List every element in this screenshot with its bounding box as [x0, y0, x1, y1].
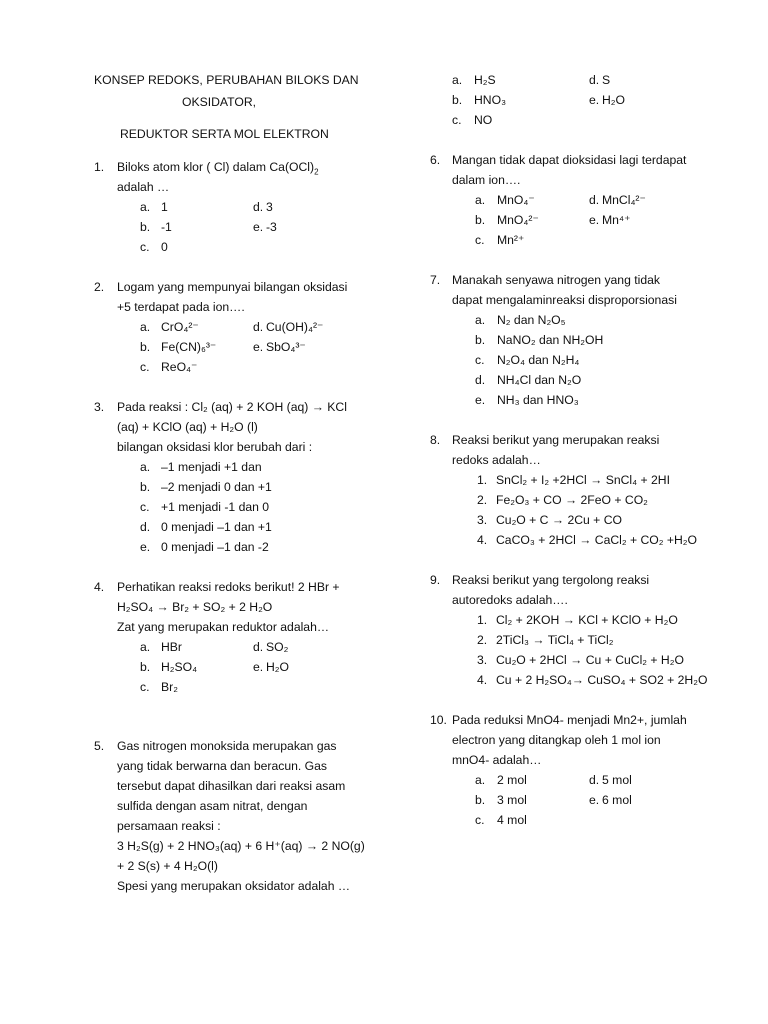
option-key: b.: [140, 480, 151, 494]
option-key: d.: [589, 193, 600, 207]
option-key: 1.: [477, 613, 488, 627]
option-key: b.: [140, 340, 151, 354]
question-9-text: Reaksi berikut yang tergolong reaksi: [452, 573, 650, 587]
option-key: a.: [475, 193, 486, 207]
question-3-text: Pada reaksi : Cl₂ (aq) + 2 KOH (aq) → KCl: [117, 400, 347, 414]
option-value: 3 mol: [497, 793, 527, 807]
option-key: a.: [140, 640, 151, 654]
option-value: +1 menjadi -1 dan 0: [161, 500, 270, 514]
option-value: HNO₃: [474, 93, 507, 107]
option-key: c.: [140, 680, 150, 694]
question-2-text: Logam yang mempunyai bilangan oksidasi: [117, 280, 348, 294]
option-value: CaCO₃ + 2HCl → CaCl₂ + CO₂ +H₂O: [496, 533, 697, 547]
option-value: H₂O: [266, 660, 290, 674]
question-5-line: yang tidak berwarna dan beracun. Gas: [117, 759, 328, 773]
option-value: NO: [474, 113, 493, 127]
option-value: NH₄Cl dan N₂O: [497, 373, 582, 387]
question-4-number: 4.: [94, 580, 105, 594]
option-value: H₂O: [602, 93, 626, 107]
option-value: Mn⁴⁺: [602, 213, 631, 227]
question-6-text: Mangan tidak dapat dioksidasi lagi terdapat: [452, 153, 687, 167]
option-key: b.: [475, 793, 486, 807]
question-9-text-2: autoredoks adalah….: [452, 593, 568, 607]
option-key: 1.: [477, 473, 488, 487]
option-value: Cu(OH)₄²⁻: [266, 320, 324, 334]
option-value: –1 menjadi +1 dan: [161, 460, 262, 474]
option-key: a.: [140, 460, 151, 474]
option-value: H₂S: [474, 73, 496, 87]
question-6-number: 6.: [430, 153, 441, 167]
option-value: HBr: [161, 640, 182, 654]
option-key: 2.: [477, 633, 488, 647]
option-key: c.: [452, 113, 462, 127]
option-value: SnCl₂ + I₂ +2HCl → SnCl₄ + 2HI: [496, 473, 670, 487]
question-8-text-2: redoks adalah…: [452, 453, 541, 467]
option-key: a.: [475, 773, 486, 787]
option-key: c.: [475, 233, 485, 247]
option-value: MnCl₄²⁻: [602, 193, 646, 207]
question-10-text-3: mnO4- adalah…: [452, 753, 542, 767]
option-key: 3.: [477, 513, 488, 527]
option-key: e.: [589, 93, 600, 107]
option-key: a.: [140, 320, 151, 334]
option-key: a.: [140, 200, 151, 214]
question-5-line: 3 H₂S(g) + 2 HNO₃(aq) + 6 H⁺(aq) → 2 NO(g): [117, 839, 365, 853]
option-key: 4.: [477, 673, 488, 687]
question-10-text-2: electron yang ditangkap oleh 1 mol ion: [452, 733, 661, 747]
option-value: ReO₄⁻: [161, 360, 198, 374]
option-value: MnO₄²⁻: [497, 213, 539, 227]
option-value: 2TiCl₃ → TiCl₄ + TiCl₂: [496, 633, 614, 647]
option-key: e.: [475, 393, 486, 407]
option-value: NH₃ dan HNO₃: [497, 393, 579, 407]
option-value: Br₂: [161, 680, 178, 694]
question-5-line: Spesi yang merupakan oksidator adalah …: [117, 879, 351, 893]
option-value: N₂ dan N₂O₅: [497, 313, 566, 327]
option-key: e.: [589, 793, 600, 807]
option-value: Fe(CN)₆³⁻: [161, 340, 217, 354]
question-3-text-3: bilangan oksidasi klor berubah dari :: [117, 440, 313, 454]
option-value: H₂SO₄: [161, 660, 198, 674]
option-key: d.: [589, 73, 600, 87]
option-key: d.: [140, 520, 151, 534]
option-value: MnO₄⁻: [497, 193, 535, 207]
option-value: -3: [266, 220, 277, 234]
option-value: -1: [161, 220, 172, 234]
option-key: b.: [140, 660, 151, 674]
option-key: e.: [253, 660, 264, 674]
option-value: SO₂: [266, 640, 289, 654]
question-9-number: 9.: [430, 573, 441, 587]
option-value: Cl₂ + 2KOH → KCl + KClO + H₂O: [496, 613, 678, 627]
question-6-text-2: dalam ion….: [452, 173, 521, 187]
option-value: NaNO₂ dan NH₂OH: [497, 333, 604, 347]
option-value: Cu₂O + C → 2Cu + CO: [496, 513, 622, 527]
option-value: Mn²⁺: [497, 233, 525, 247]
question-3-number: 3.: [94, 400, 105, 414]
question-2-text-2: +5 terdapat pada ion….: [117, 300, 245, 314]
question-7-number: 7.: [430, 273, 441, 287]
option-key: d.: [253, 200, 264, 214]
option-value: –2 menjadi 0 dan +1: [161, 480, 272, 494]
question-2-number: 2.: [94, 280, 105, 294]
option-value: 5 mol: [602, 773, 632, 787]
option-key: b.: [475, 333, 486, 347]
question-5-line: + 2 S(s) + 4 H₂O(l): [117, 859, 218, 873]
question-5-line: persamaan reaksi :: [117, 819, 221, 833]
option-value: 0: [161, 240, 168, 254]
question-5-line: sulfida dengan asam nitrat, dengan: [117, 799, 308, 813]
option-key: b.: [140, 220, 151, 234]
option-value: S: [602, 73, 611, 87]
option-key: e.: [140, 540, 151, 554]
option-value: SbO₄³⁻: [266, 340, 306, 354]
option-value: 4 mol: [497, 813, 527, 827]
option-key: 3.: [477, 653, 488, 667]
question-5-line: tersebut dapat dihasilkan dari reaksi asam: [117, 779, 346, 793]
option-key: d.: [475, 373, 486, 387]
option-value: 3: [266, 200, 273, 214]
option-key: e.: [589, 213, 600, 227]
title-line-3: REDUKTOR SERTA MOL ELEKTRON: [120, 127, 329, 141]
option-value: Fe₂O₃ + CO → 2FeO + CO₂: [496, 493, 648, 507]
option-key: e.: [253, 220, 264, 234]
option-value: 6 mol: [602, 793, 632, 807]
option-key: a.: [475, 313, 486, 327]
option-key: e.: [253, 340, 264, 354]
option-key: d.: [253, 320, 264, 334]
title-line-1: KONSEP REDOKS, PERUBAHAN BILOKS DAN: [94, 73, 359, 87]
option-key: 4.: [477, 533, 488, 547]
option-key: 2.: [477, 493, 488, 507]
option-value: 1: [161, 200, 168, 214]
title-line-2: OKSIDATOR,: [182, 95, 257, 109]
option-value: 0 menjadi –1 dan +1: [161, 520, 272, 534]
question-1-text: Biloks atom klor ( Cl) dalam $Ca(OCl)_2$: [117, 160, 319, 177]
question-1-number: 1.: [94, 160, 105, 174]
option-value: Cu + 2 H₂SO₄→ CuSO₄ + SO2 + 2H₂O: [496, 673, 708, 687]
option-key: d.: [589, 773, 600, 787]
question-8-text: Reaksi berikut yang merupakan reaksi: [452, 433, 660, 447]
question-7-text-2: dapat mengalaminreaksi disproporsionasi: [452, 293, 677, 307]
option-value: 2 mol: [497, 773, 527, 787]
question-10-number: 10.: [430, 713, 447, 727]
option-value: 0 menjadi –1 dan -2: [161, 540, 269, 554]
question-5-line: Gas nitrogen monoksida merupakan gas: [117, 739, 337, 753]
question-4-text: Perhatikan reaksi redoks berikut! 2 HBr +: [117, 580, 340, 594]
option-key: c.: [475, 353, 485, 367]
option-key: c.: [140, 240, 150, 254]
option-key: b.: [452, 93, 463, 107]
question-4-text-2: H₂SO₄ → Br₂ + SO₂ + 2 H₂O: [117, 600, 273, 614]
option-key: a.: [452, 73, 463, 87]
option-key: c.: [140, 360, 150, 374]
option-key: b.: [475, 213, 486, 227]
question-1-text-2: adalah …: [117, 180, 170, 194]
question-7-text: Manakah senyawa nitrogen yang tidak: [452, 273, 660, 287]
option-value: CrO₄²⁻: [161, 320, 199, 334]
option-key: d.: [253, 640, 264, 654]
option-value: Cu₂O + 2HCl → Cu + CuCl₂ + H₂O: [496, 653, 684, 667]
question-10-text: Pada reduksi MnO4- menjadi Mn2+, jumlah: [452, 713, 687, 727]
question-3-text-2: (aq) + KClO (aq) + H₂O (l): [117, 420, 258, 434]
question-5-number: 5.: [94, 739, 105, 753]
option-key: c.: [140, 500, 150, 514]
option-key: c.: [475, 813, 485, 827]
question-4-text-3: Zat yang merupakan reduktor adalah…: [117, 620, 330, 634]
option-value: N₂O₄ dan N₂H₄: [497, 353, 580, 367]
question-8-number: 8.: [430, 433, 441, 447]
